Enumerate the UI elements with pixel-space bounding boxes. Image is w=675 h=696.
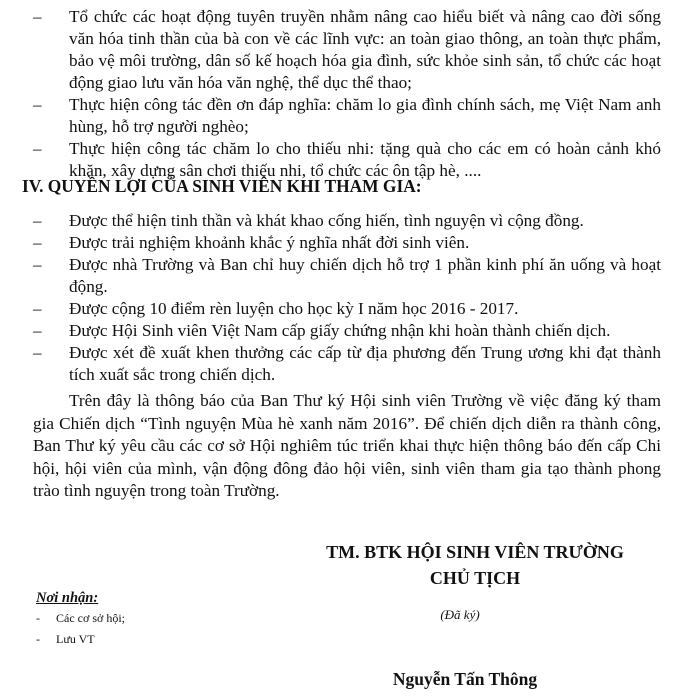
bullet-dash: – (33, 255, 42, 274)
signed-note: (Đã ký) (440, 607, 480, 622)
list-item-text: Được Hội Sinh viên Việt Nam cấp giấy chứng nhận khi hoàn thành chiến dịch. (69, 321, 611, 340)
list-item-text: Tổ chức các hoạt động tuyên truyền nhằm nâng cao hiểu biết và nâng cao đời sống văn hóa tinh thần của bà con về các lĩnh vực: an toàn giao thông, an toàn thực phẩm, bảo vệ môi trường, dân số kế hoạch hóa gia đình, sức khỏe sinh sản, tổ chức các hoạt động giao lưu văn hóa văn nghệ, thể dục thể thao; (69, 7, 661, 92)
bullet-dash: – (33, 299, 42, 318)
list-item (0, 6, 675, 94)
recipient-text: Lưu VT (56, 632, 95, 646)
bullet-dash: – (33, 233, 42, 252)
bullet-dash: – (33, 139, 42, 158)
list-item-text: Được nhà Trường và Ban chỉ huy chiến dịch hỗ trợ 1 phần kinh phí ăn uống và hoạt động. (69, 255, 661, 296)
bullet-dash: – (33, 7, 42, 26)
benefits-list (0, 210, 675, 386)
recipients-label-colon: : (93, 590, 99, 606)
list-item (0, 342, 675, 386)
signature-title-line2: CHỦ TỊCH (429, 568, 521, 588)
list-item-text: Được xét đề xuất khen thưởng các cấp từ địa phương đến Trung ương khi đạt thành tích xuất sắc trong chiến dịch. (69, 343, 661, 384)
activities-list (0, 6, 675, 182)
list-item-text: Được cộng 10 điểm rèn luyện cho học kỳ I năm học 2016 - 2017. (69, 299, 519, 318)
recipients-block (36, 588, 256, 650)
list-item-text: Thực hiện công tác chăm lo cho thiếu nhi: tặng quà cho các em có hoàn cảnh khó khăn, xây dựng sân chơi thiếu nhi, tổ chức các ôn tập hè, .... (69, 139, 661, 180)
list-item (0, 254, 675, 298)
recipients-label-text: Nơi nhận (36, 590, 94, 606)
recipient-text: Các cơ sở hội; (56, 611, 126, 625)
bullet-dash: - (36, 632, 40, 646)
signature-title-line1: TM. BTK HỘI SINH VIÊN TRƯỜNG (326, 542, 624, 562)
recipient-item (36, 629, 256, 650)
bullet-dash: – (33, 211, 42, 230)
recipient-item (36, 608, 256, 629)
bullet-dash: - (36, 611, 40, 625)
list-item (0, 94, 675, 138)
section-heading: IV. QUYỀN LỢI CỦA SINH VIÊN KHI THAM GIA: (22, 176, 422, 196)
bullet-dash: – (33, 321, 42, 340)
bullet-dash: – (33, 95, 42, 114)
list-item-text: Được thể hiện tinh thần và khát khao cống hiến, tình nguyện vì cộng đồng. (69, 211, 584, 230)
list-item (0, 232, 675, 254)
bullet-dash: – (33, 343, 42, 362)
closing-paragraph: Trên đây là thông báo của Ban Thư ký Hội sinh viên Trường về việc đăng ký tham gia Chiến dịch “Tình nguyện Mùa hè xanh năm 2016”. Để chiến dịch diễn ra thành công, Ban Thư ký yêu cầu các cơ sở Hội nghiêm túc triển khai thực hiện thông báo đến cấp Chi hội, hội viên của mình, vận động đông đảo hội viên, sinh viên tham gia tạo thành phong trào tình nguyện trong toàn Trường. (33, 391, 661, 500)
list-item (0, 320, 675, 342)
signer-name: Nguyễn Tấn Thông (392, 669, 538, 689)
list-item-text: Được trải nghiệm khoảnh khắc ý nghĩa nhất đời sinh viên. (69, 233, 470, 252)
list-item (0, 298, 675, 320)
signature-title (285, 539, 665, 591)
list-item-text: Thực hiện công tác đền ơn đáp nghĩa: chăm lo gia đình chính sách, mẹ Việt Nam anh hùng, hỗ trợ người nghèo; (69, 95, 661, 136)
recipients-label (36, 588, 256, 608)
list-item (0, 210, 675, 232)
